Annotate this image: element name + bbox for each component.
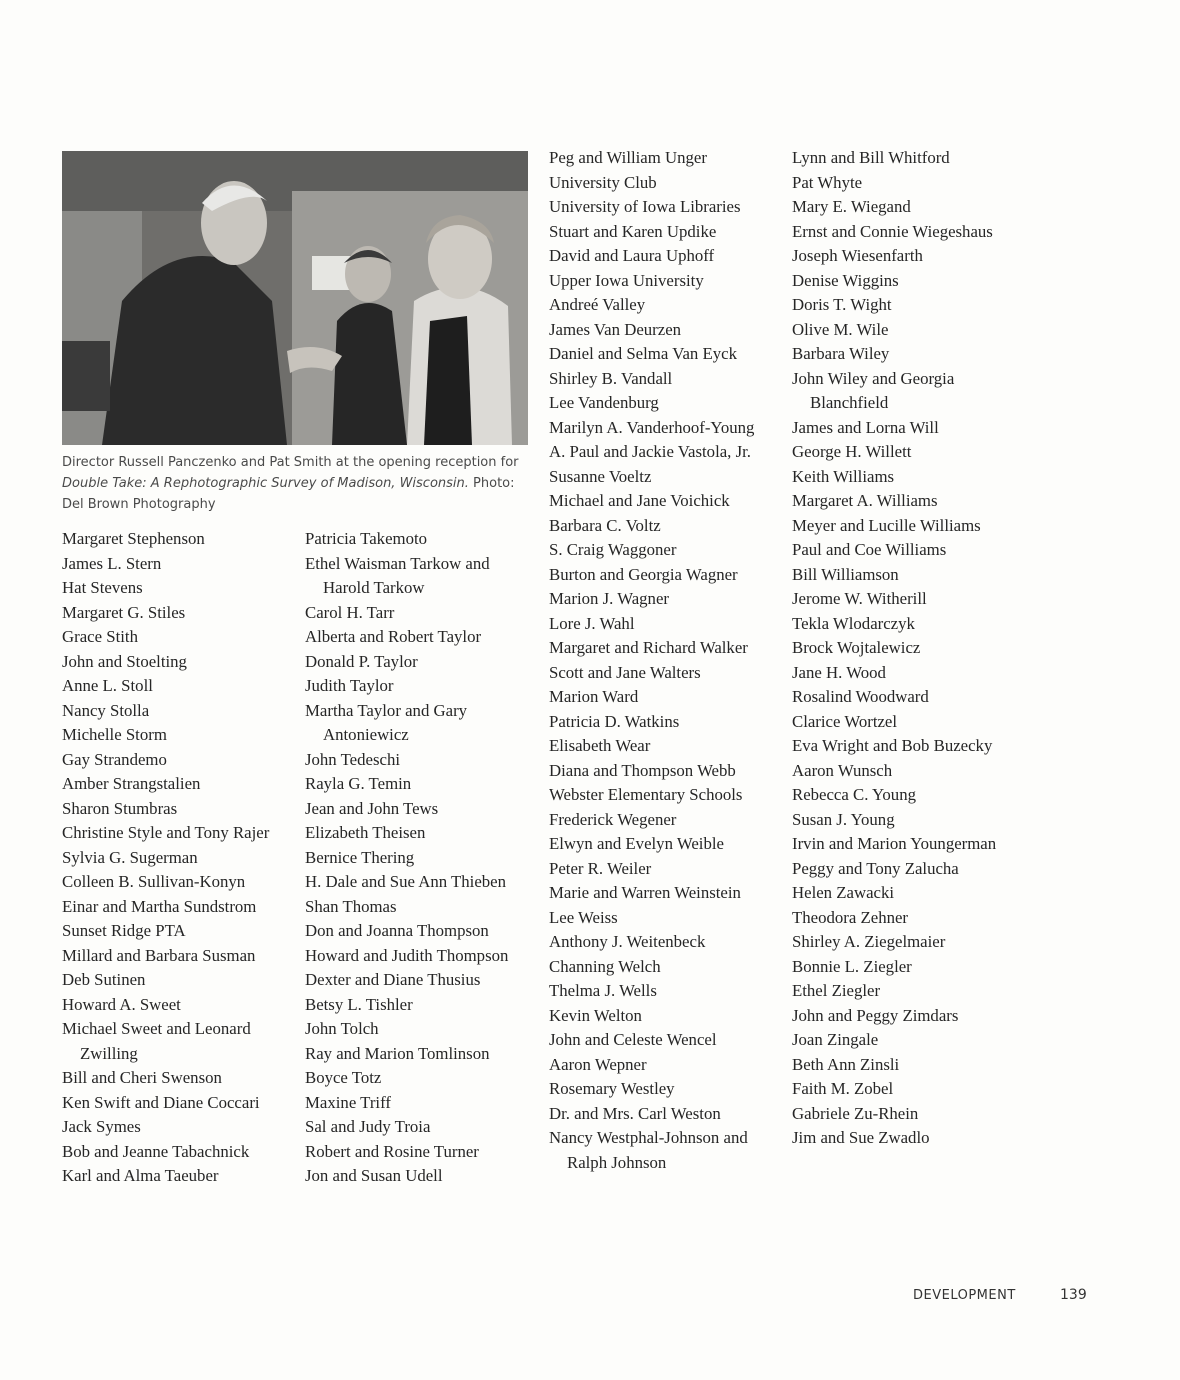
donor-name: Einar and Martha Sundstrom <box>62 896 257 916</box>
donor-name: Aaron Wepner <box>549 1054 647 1074</box>
donor-name: H. Dale and Sue Ann Thieben <box>305 872 507 891</box>
donor-name: Don and Joanna Thompson <box>305 921 489 940</box>
donor-name: Mary E. Wiegand <box>792 197 911 216</box>
donor-name: University of Iowa Libraries <box>549 197 741 216</box>
donor-name: A. Paul and Jackie Vastola, Jr. <box>549 442 751 461</box>
donor-name: Frederick Wegener <box>549 809 677 829</box>
donor-name: Joan Zingale <box>792 1030 879 1049</box>
donor-name: George H. Willett <box>792 442 912 461</box>
reception-photo <box>62 151 528 445</box>
donor-name: Bill and Cheri Swenson <box>62 1068 222 1087</box>
donor-name: Gay Strandemo <box>62 749 167 769</box>
donor-list-column-2 <box>305 527 537 1189</box>
donor-name: Robert and Rosine Turner <box>305 1141 479 1161</box>
donor-name: James Van Deurzen <box>549 319 682 339</box>
donor-name: Marion Ward <box>549 687 639 706</box>
donor-name: Lore J. Wahl <box>549 613 635 633</box>
donor-name: Jean and John Tews <box>305 798 439 818</box>
donor-name: Sylvia G. Sugerman <box>62 847 198 867</box>
donor-name: Donald P. Taylor <box>305 651 418 671</box>
donor-name: Martha Taylor and Gary Antoniewicz <box>305 700 468 744</box>
donor-name: Channing Welch <box>549 956 661 976</box>
donor-name: Denise Wiggins <box>792 270 899 290</box>
donor-list-column-3 <box>549 146 781 1175</box>
page-number: 139 <box>1060 1287 1087 1303</box>
donor-name: Judith Taylor <box>305 676 394 695</box>
donor-name: Jerome W. Witherill <box>792 589 927 608</box>
donor-name: Meyer and Lucille Williams <box>792 515 981 535</box>
donor-name: Margaret and Richard Walker <box>549 638 748 657</box>
donor-name: Elwyn and Evelyn Weible <box>549 834 724 853</box>
donor-name: Rosalind Woodward <box>792 687 929 706</box>
donor-name: James L. Stern <box>62 553 162 573</box>
donor-name: Joseph Wiesenfarth <box>792 246 923 265</box>
donor-name: Ethel Waisman Tarkow and Harold Tarkow <box>305 553 490 597</box>
donor-name: Patricia Takemoto <box>305 529 428 548</box>
donor-name: David and Laura Uphoff <box>549 246 715 265</box>
donor-name: John and Celeste Wencel <box>549 1030 717 1049</box>
donor-name: Howard A. Sweet <box>62 994 181 1014</box>
donor-name: Anthony J. Weitenbeck <box>549 932 706 951</box>
donor-name: Barbara C. Voltz <box>549 515 661 535</box>
donor-name: Ethel Ziegler <box>792 981 881 1000</box>
donor-name: Marilyn A. Vanderhoof-Young <box>549 417 755 437</box>
donor-name: Millard and Barbara Susman <box>62 945 256 965</box>
caption-prefix: Director Russell Panczenko and Pat Smith at the opening reception for <box>62 455 519 470</box>
donor-list-column-4 <box>792 146 1024 1151</box>
donor-name: John and Peggy Zimdars <box>792 1005 959 1025</box>
donor-name: John Tedeschi <box>305 749 400 769</box>
donor-name: Thelma J. Wells <box>549 981 657 1000</box>
donor-name: Rayla G. Temin <box>305 774 412 793</box>
donor-name: Beth Ann Zinsli <box>792 1054 900 1074</box>
donor-name: Nancy Stolla <box>62 700 150 720</box>
donor-name: Bob and Jeanne Tabachnick <box>62 1141 250 1161</box>
donor-name: Jon and Susan Udell <box>305 1166 443 1185</box>
donor-name: Patricia D. Watkins <box>549 711 680 731</box>
donor-name: Peter R. Weiler <box>549 858 652 878</box>
donor-name: Peg and William Unger <box>549 148 707 167</box>
donor-name: John Tolch <box>305 1019 379 1038</box>
donor-name: Anne L. Stoll <box>62 676 153 695</box>
donor-name: Ray and Marion Tomlinson <box>305 1043 490 1063</box>
donor-name: Jim and Sue Zwadlo <box>792 1128 930 1147</box>
donor-name: Margaret Stephenson <box>62 529 205 548</box>
donor-name: Doris T. Wight <box>792 295 892 314</box>
donor-name: Ken Swift and Diane Coccari <box>62 1092 260 1112</box>
donor-name: Nancy Westphal-Johnson and Ralph Johnson <box>549 1128 748 1172</box>
donor-name: Maxine Triff <box>305 1092 391 1112</box>
donor-name: Andreé Valley <box>549 295 646 314</box>
donor-name: Aaron Wunsch <box>792 760 893 780</box>
donor-name: Peggy and Tony Zalucha <box>792 858 959 878</box>
donor-name: Rebecca C. Young <box>792 785 916 804</box>
donor-name: Elisabeth Wear <box>549 736 651 755</box>
donor-name: Eva Wright and Bob Buzecky <box>792 736 993 755</box>
donor-name: James and Lorna Will <box>792 417 939 437</box>
donor-name: Shan Thomas <box>305 896 397 916</box>
donor-list-column-1 <box>62 527 294 1189</box>
reception-photo-illustration <box>62 151 528 445</box>
donor-name: Sunset Ridge PTA <box>62 921 186 940</box>
donor-name: Susan J. Young <box>792 809 895 829</box>
donor-name: Alberta and Robert Taylor <box>305 627 482 646</box>
donor-name: Dr. and Mrs. Carl Weston <box>549 1103 721 1123</box>
donor-name: Marie and Warren Weinstein <box>549 883 741 902</box>
donor-name: Helen Zawacki <box>792 883 895 902</box>
donor-name: Sharon Stumbras <box>62 798 178 818</box>
donor-name: Tekla Wlodarczyk <box>792 613 915 633</box>
donor-name: Shirley B. Vandall <box>549 368 673 388</box>
donor-name: Susanne Voeltz <box>549 466 652 486</box>
donor-name: Howard and Judith Thompson <box>305 945 509 965</box>
donor-name: Elizabeth Theisen <box>305 823 426 842</box>
donor-name: Christine Style and Tony Rajer <box>62 823 270 842</box>
donor-name: John Wiley and Georgia Blanchfield <box>792 368 955 412</box>
donor-name: Clarice Wortzel <box>792 711 898 731</box>
donor-name: Carol H. Tarr <box>305 602 395 622</box>
donor-name: Pat Whyte <box>792 172 863 192</box>
donor-name: Margaret G. Stiles <box>62 602 186 622</box>
donor-name: Upper Iowa University <box>549 270 704 290</box>
donor-name: University Club <box>549 172 657 192</box>
donor-name: Bonnie L. Ziegler <box>792 956 912 976</box>
caption-exhibition-title: Double Take: A Rephotographic Survey of Madison, Wisconsin. <box>62 476 469 491</box>
donor-name: Barbara Wiley <box>792 344 890 363</box>
donor-name: Jane H. Wood <box>792 662 886 682</box>
donor-name: Hat Stevens <box>62 578 143 597</box>
donor-name: Michelle Storm <box>62 725 167 744</box>
footer-section-label: DEVELOPMENT <box>913 1288 1016 1303</box>
donor-name: Michael Sweet and Leonard Zwilling <box>62 1019 251 1063</box>
donor-name: Gabriele Zu-Rhein <box>792 1103 919 1123</box>
donor-name: Margaret A. Williams <box>792 491 938 510</box>
donor-name: Diana and Thompson Webb <box>549 760 736 780</box>
donor-name: Deb Sutinen <box>62 970 146 989</box>
donor-name: Brock Wojtalewicz <box>792 638 921 657</box>
donor-name: Lee Vandenburg <box>549 393 659 412</box>
donor-name: Marion J. Wagner <box>549 589 669 608</box>
donor-name: Daniel and Selma Van Eyck <box>549 344 737 363</box>
donor-name: Sal and Judy Troia <box>305 1117 431 1136</box>
donor-name: Bernice Thering <box>305 847 415 867</box>
donor-name: John and Stoelting <box>62 651 187 671</box>
donor-name: Dexter and Diane Thusius <box>305 970 481 989</box>
caption-suffix: Photo: Del Brown Photography <box>62 476 515 512</box>
donor-name: Lee Weiss <box>549 907 618 927</box>
donor-name: Webster Elementary Schools <box>549 785 743 804</box>
donor-name: Irvin and Marion Youngerman <box>792 834 997 853</box>
donor-name: Boyce Totz <box>305 1068 382 1087</box>
donor-name: Kevin Welton <box>549 1005 642 1025</box>
donor-name: Shirley A. Ziegelmaier <box>792 932 946 951</box>
photo-caption <box>62 452 532 515</box>
donor-name: Burton and Georgia Wagner <box>549 564 738 584</box>
donor-name: Karl and Alma Taeuber <box>62 1166 219 1185</box>
donor-name: Betsy L. Tishler <box>305 994 413 1014</box>
donor-name: Theodora Zehner <box>792 907 909 927</box>
donor-name: Paul and Coe Williams <box>792 540 947 559</box>
donor-name: Amber Strangstalien <box>62 774 201 793</box>
donor-name: Olive M. Wile <box>792 319 889 339</box>
donor-name: Ernst and Connie Wiegeshaus <box>792 221 993 241</box>
donor-name: Bill Williamson <box>792 564 899 584</box>
donor-name: Lynn and Bill Whitford <box>792 148 950 167</box>
donor-name: Rosemary Westley <box>549 1079 675 1098</box>
donor-name: Stuart and Karen Updike <box>549 221 717 241</box>
donor-name: Michael and Jane Voichick <box>549 491 730 510</box>
donor-name: Scott and Jane Walters <box>549 662 701 682</box>
donor-name: Keith Williams <box>792 466 895 486</box>
donor-name: Jack Symes <box>62 1117 141 1136</box>
donor-name: Grace Stith <box>62 627 138 646</box>
donor-name: Colleen B. Sullivan-Konyn <box>62 872 246 891</box>
donor-name: Faith M. Zobel <box>792 1079 894 1098</box>
donor-name: S. Craig Waggoner <box>549 540 677 559</box>
